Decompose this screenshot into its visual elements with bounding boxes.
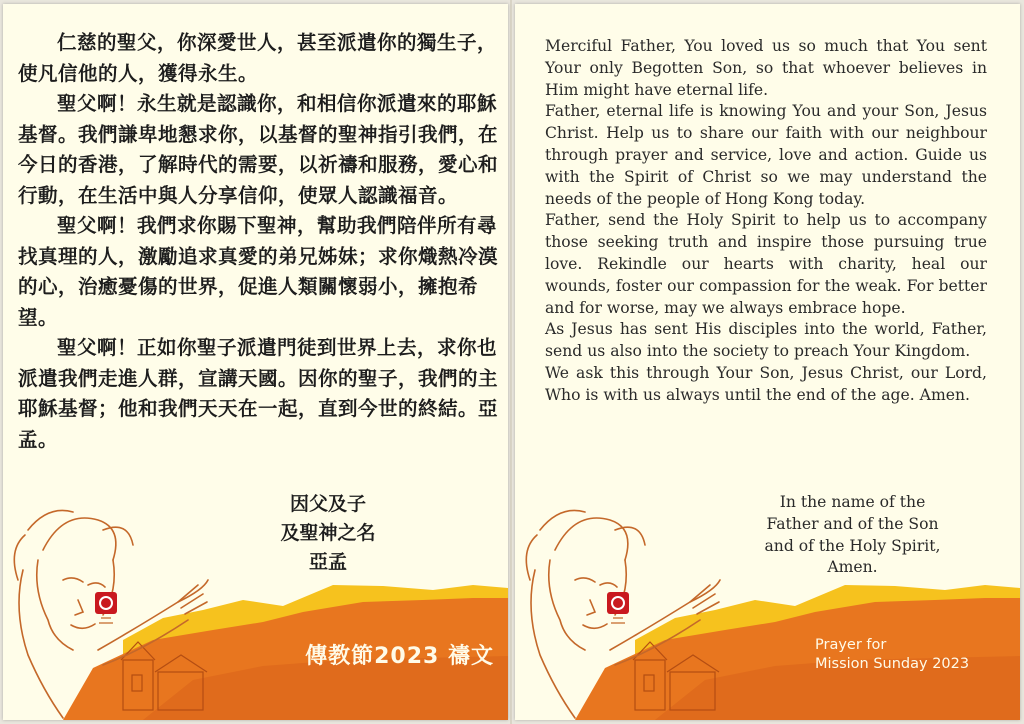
page-fold-divider (510, 0, 512, 724)
banner-title-line: Mission Sunday 2023 (815, 656, 970, 672)
english-paragraph: Father, send the Holy Spirit to help us to accompany those seeking truth and inspire those pursuing true love. Rekindle our hearts with charity, heal our wounds, foster our compassion for the weak. For better and for worse, may we always embrace hope. (545, 211, 987, 317)
english-paragraph: We ask this through Your Son, Jesus Christ, our Lord, Who is with us always until the end of the age. Amen. (545, 363, 987, 404)
closing-line: 亞孟 (308, 551, 347, 573)
english-prayer-text (545, 36, 987, 407)
mission-logo (607, 592, 629, 623)
closing-line: and of the Holy Spirit, (764, 536, 941, 555)
closing-line: In the name of the (779, 493, 926, 511)
closing-line: Amen. (827, 558, 878, 577)
mission-banner-artwork (515, 490, 1020, 720)
prayer-card-english (515, 4, 1020, 720)
chinese-paragraph: 聖父啊！我們求你賜下聖神，幫助我們陪伴所有尋找真理的人，激勵追求真愛的弟兄姊妹；求你熾熱冷漠的心，治癒憂傷的世界，促進人類關懷弱小，擁抱希望。 (18, 214, 499, 329)
closing-line: 因父及子 (289, 493, 366, 515)
mission-logo (95, 592, 117, 623)
english-paragraph: Father, eternal life is knowing You and your Son, Jesus Christ. Help us to share our faith with our neighbour through prayer and service, love and action. Guide us with the Spirit of Christ so we may understand the needs of the people of Hong Kong today. (545, 102, 987, 208)
banner-title-line: Prayer for (815, 637, 887, 653)
chinese-paragraph: 仁慈的聖父，你深愛世人，甚至派遣你的獨生子，使凡信他的人，獲得永生。 (18, 31, 498, 85)
chinese-paragraph: 聖父啊！正如你聖子派遣門徒到世界上去，求你也派遣我們走進人群，宣講天國。因你的聖子，我們的主耶穌基督；他和我們天天在一起，直到今世的終結。亞孟。 (18, 336, 499, 451)
closing-line: 及聖神之名 (280, 522, 376, 544)
chinese-banner-title: 傳教節2023 禱文 (305, 644, 494, 669)
english-paragraph: Merciful Father, You loved us so much that You sent Your only Begotten Son, so that whoever believes in Him might have eternal life. (545, 37, 987, 99)
mission-banner-artwork (3, 490, 508, 720)
english-paragraph: As Jesus has sent His disciples into the world, Father, send us also into the society to preach Your Kingdom. (545, 320, 987, 361)
closing-line: Father and of the Son (766, 514, 939, 533)
prayer-card-chinese (3, 4, 508, 720)
chinese-paragraph: 聖父啊！永生就是認識你，和相信你派遣來的耶穌基督。我們謙卑地懇求你，以基督的聖神指引我們，在今日的香港，了解時代的需要，以祈禱和服務，愛心和行動，在生活中與人分享信仰，使眾人認識福音。 (18, 92, 499, 207)
english-banner-title (815, 636, 969, 674)
chinese-prayer-text (18, 28, 498, 455)
